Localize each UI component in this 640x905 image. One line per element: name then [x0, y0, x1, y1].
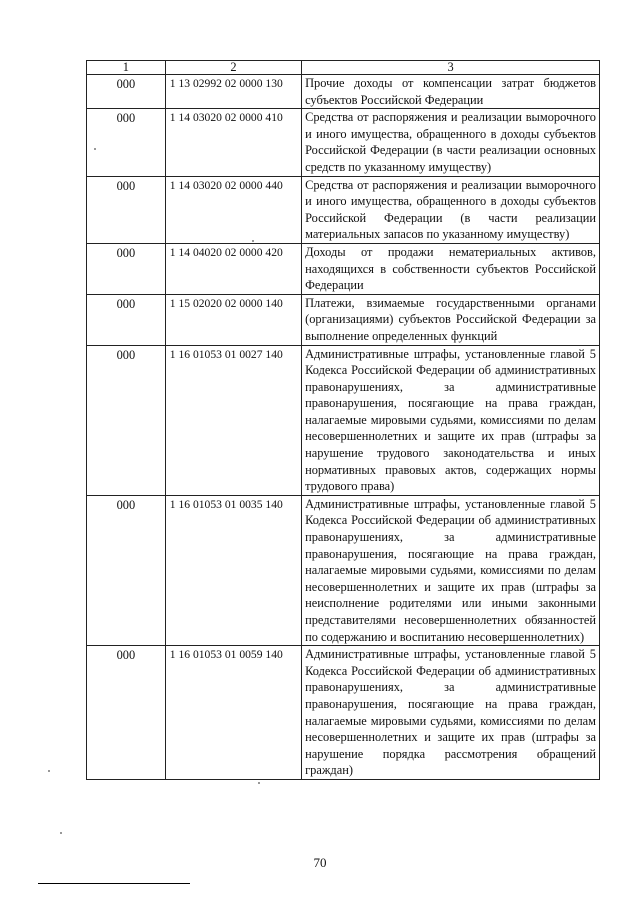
table-row	[87, 75, 600, 109]
table-row	[87, 345, 600, 495]
admin-code-cell: 000	[87, 75, 166, 109]
table-row	[87, 109, 600, 176]
admin-code-cell: 000	[87, 176, 166, 243]
column-header-2: 2	[165, 61, 301, 75]
column-header-1: 1	[87, 61, 166, 75]
scan-speck	[60, 832, 62, 834]
revenue-description-cell: Средства от распоряжения и реализации выморочного и иного имущества, обращенного в доходы субъектов Российской Федерации (в части реализации материальных запасов по указанному имуществу)	[302, 176, 600, 243]
admin-code-cell: 000	[87, 243, 166, 294]
revenue-description-cell: Административные штрафы, установленные главой 5 Кодекса Российской Федерации об административных правонарушениях, за административные правонарушения, посягающие на права граждан, налагаемые мировыми судьями, комиссиями по делам несовершеннолетних и защите их прав (штрафы за нарушение порядка рассмотрения обращений граждан)	[302, 646, 600, 780]
table-row	[87, 495, 600, 645]
scan-speck	[48, 770, 50, 772]
revenue-codes-table	[86, 60, 600, 780]
footnote-divider	[38, 883, 190, 884]
budget-classification-code-cell: 1 16 01053 01 0027 140	[165, 345, 301, 495]
table-row	[87, 176, 600, 243]
revenue-description-cell: Платежи, взимаемые государственными органами (организациями) субъектов Российской Федерации за выполнение определенных функций	[302, 294, 600, 345]
revenue-description-cell: Доходы от продажи нематериальных активов, находящихся в собственности субъектов Российской Федерации	[302, 243, 600, 294]
budget-classification-code-cell: 1 14 04020 02 0000 420	[165, 243, 301, 294]
revenue-description-cell: Административные штрафы, установленные главой 5 Кодекса Российской Федерации об административных правонарушениях, за административные правонарушения, посягающие на права граждан, налагаемые мировыми судьями, комиссиями по делам несовершеннолетних и защите их прав (штрафы за нарушение трудового законодательства и иных нормативных правовых актов, содержащих нормы трудового права)	[302, 345, 600, 495]
revenue-description-cell: Средства от распоряжения и реализации выморочного и иного имущества, обращенного в доходы субъектов Российской Федерации (в части реализации основных средств по указанному имуществу)	[302, 109, 600, 176]
budget-classification-code-cell: 1 16 01053 01 0059 140	[165, 646, 301, 780]
scan-speck	[258, 782, 260, 784]
table-row	[87, 294, 600, 345]
page-number: 70	[313, 855, 327, 870]
admin-code-cell: 000	[87, 646, 166, 780]
admin-code-cell: 000	[87, 109, 166, 176]
table-row	[87, 646, 600, 780]
admin-code-cell: 000	[87, 294, 166, 345]
admin-code-cell: 000	[87, 345, 166, 495]
column-header-3: 3	[302, 61, 600, 75]
budget-classification-code-cell: 1 15 02020 02 0000 140	[165, 294, 301, 345]
table-header-row	[87, 61, 600, 75]
scan-speck	[252, 240, 254, 242]
budget-classification-code-cell: 1 14 03020 02 0000 440	[165, 176, 301, 243]
revenue-description-cell: Административные штрафы, установленные главой 5 Кодекса Российской Федерации об административных правонарушениях, за административные правонарушения, посягающие на права граждан, налагаемые мировыми судьями, комиссиями по делам несовершеннолетних и защите их прав (штрафы за неисполнение родителями или иными законными представителями несовершеннолетних обязанностей по содержанию и воспитанию несовершеннолетних)	[302, 495, 600, 645]
admin-code-cell: 000	[87, 495, 166, 645]
budget-classification-code-cell: 1 16 01053 01 0035 140	[165, 495, 301, 645]
budget-classification-code-cell: 1 14 03020 02 0000 410	[165, 109, 301, 176]
revenue-description-cell: Прочие доходы от компенсации затрат бюджетов субъектов Российской Федерации	[302, 75, 600, 109]
scan-speck	[94, 148, 96, 150]
budget-classification-code-cell: 1 13 02992 02 0000 130	[165, 75, 301, 109]
table-row	[87, 243, 600, 294]
